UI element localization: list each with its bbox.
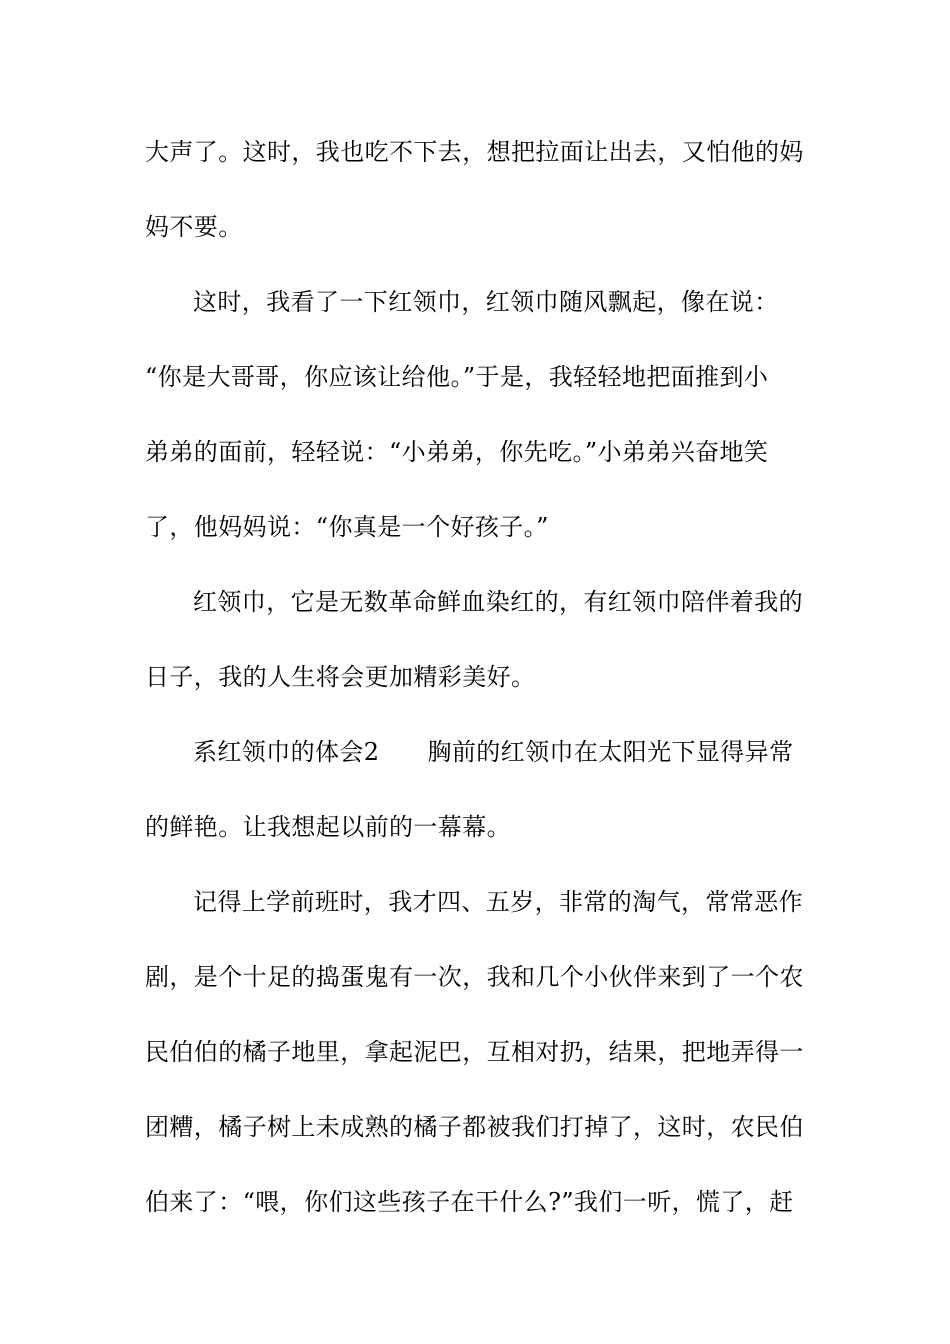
text-line: 的鲜艳。让我想起以前的一幕幕。	[145, 813, 511, 841]
text-line: “你是大哥哥，你应该让给他。”于是，我轻轻地把面推到小	[145, 363, 769, 391]
text-line: 剧，是个十足的捣蛋鬼有一次，我和几个小伙伴来到了一个农	[145, 963, 804, 991]
text-line: 伯来了：“喂，你们这些孩子在干什么?”我们一听，慌了，赶	[145, 1188, 794, 1216]
text-line: 团糟，橘子树上未成熟的橘子都被我们打掉了，这时，农民伯	[145, 1113, 804, 1141]
text-line	[193, 736, 810, 768]
text-line: 妈不要。	[145, 213, 243, 241]
section-text: 胸前的红领巾在太阳光下显得异常	[427, 738, 794, 766]
text-line: 这时，我看了一下红领巾，红领巾随风飘起，像在说：	[193, 288, 779, 316]
section-heading: 系红领巾的体会2	[193, 738, 380, 766]
text-line: 记得上学前班时，我才四、五岁，非常的淘气，常常恶作	[193, 888, 803, 916]
text-line: 大声了。这时，我也吃不下去，想把拉面让出去，又怕他的妈	[145, 138, 804, 166]
text-line: 日子，我的人生将会更加精彩美好。	[145, 663, 536, 691]
text-line: 民伯伯的橘子地里，拿起泥巴，互相对扔，结果，把地弄得一	[145, 1038, 804, 1066]
text-line: 弟弟的面前，轻轻说：“小弟弟，你先吃。”小弟弟兴奋地笑	[145, 438, 769, 466]
text-line: 红领巾，它是无数革命鲜血染红的，有红领巾陪伴着我的	[193, 588, 803, 616]
text-line: 了，他妈妈说：“你真是一个好孩子。”	[145, 513, 549, 541]
